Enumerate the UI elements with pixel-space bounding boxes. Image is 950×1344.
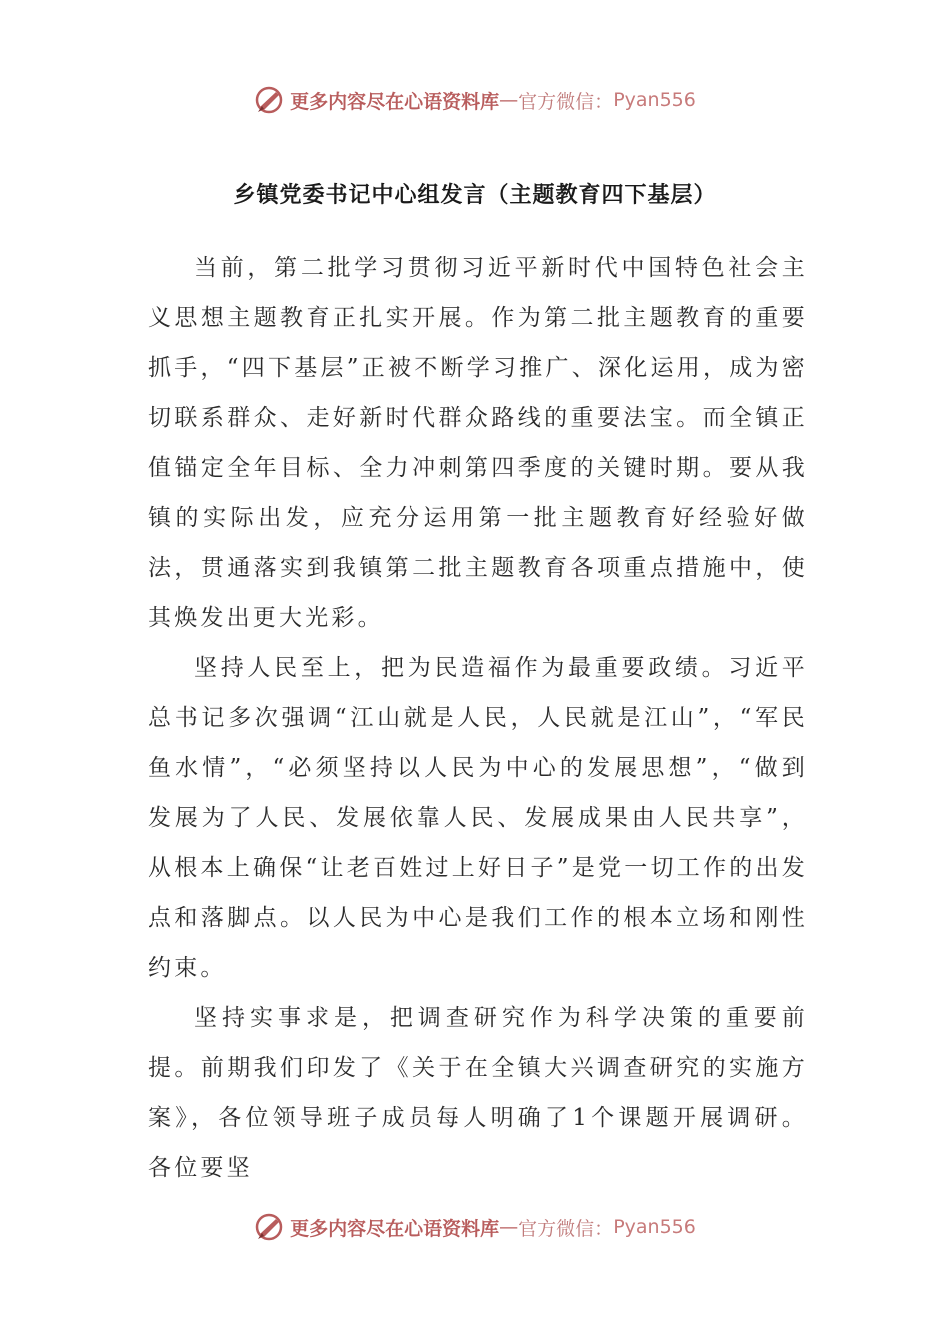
pen-logo-icon: [254, 1212, 284, 1242]
paragraph: 当前，第二批学习贯彻习近平新时代中国特色社会主义思想主题教育正扎实开展。作为第二批主题教育的重要抓手，“四下基层”正被不断学习推广、深化运用，成为密切联系群众、走好新时代群众路线的重要法宝。而全镇正值锚定全年目标、全力冲刺第四季度的关键时期。要从我镇的实际出发，应充分运用第一批主题教育好经验好做法，贯通落实到我镇第二批主题教育各项重点措施中，使其焕发出更大光彩。: [148, 255, 808, 631]
banner-official-label: 官方微信：: [518, 90, 614, 113]
paragraph: 坚持实事求是，把调查研究作为科学决策的重要前提。前期我们印发了《关于在全镇大兴调查研究的实施方案》，各位领导班子成员每人明确了1个课题开展调研。各位要坚: [148, 1005, 808, 1181]
document-body: [148, 243, 808, 1193]
header-watermark-banner: [0, 85, 950, 115]
banner-wechat-id: Pyan556: [613, 89, 696, 111]
banner-official-label: 官方微信：: [518, 1217, 614, 1240]
banner-separator: —: [499, 1216, 519, 1238]
document-title: 乡镇党委书记中心组发言（主题教育四下基层）: [233, 183, 717, 208]
footer-watermark-banner: [0, 1212, 950, 1242]
banner-separator: —: [499, 89, 519, 111]
banner-brand: 更多内容尽在心语资料库: [290, 90, 500, 113]
banner-brand: 更多内容尽在心语资料库: [290, 1217, 500, 1240]
banner-wechat-id: Pyan556: [613, 1216, 696, 1238]
pen-logo-icon: [254, 85, 284, 115]
paragraph: 坚持人民至上，把为民造福作为最重要政绩。习近平总书记多次强调“江山就是人民，人民就是江山”，“军民鱼水情”，“必须坚持以人民为中心的发展思想”，“做到发展为了人民、发展依靠人民、发展成果由人民共享”，从根本上确保“让老百姓过上好日子”是党一切工作的出发点和落脚点。以人民为中心是我们工作的根本立场和刚性约束。: [148, 655, 808, 981]
